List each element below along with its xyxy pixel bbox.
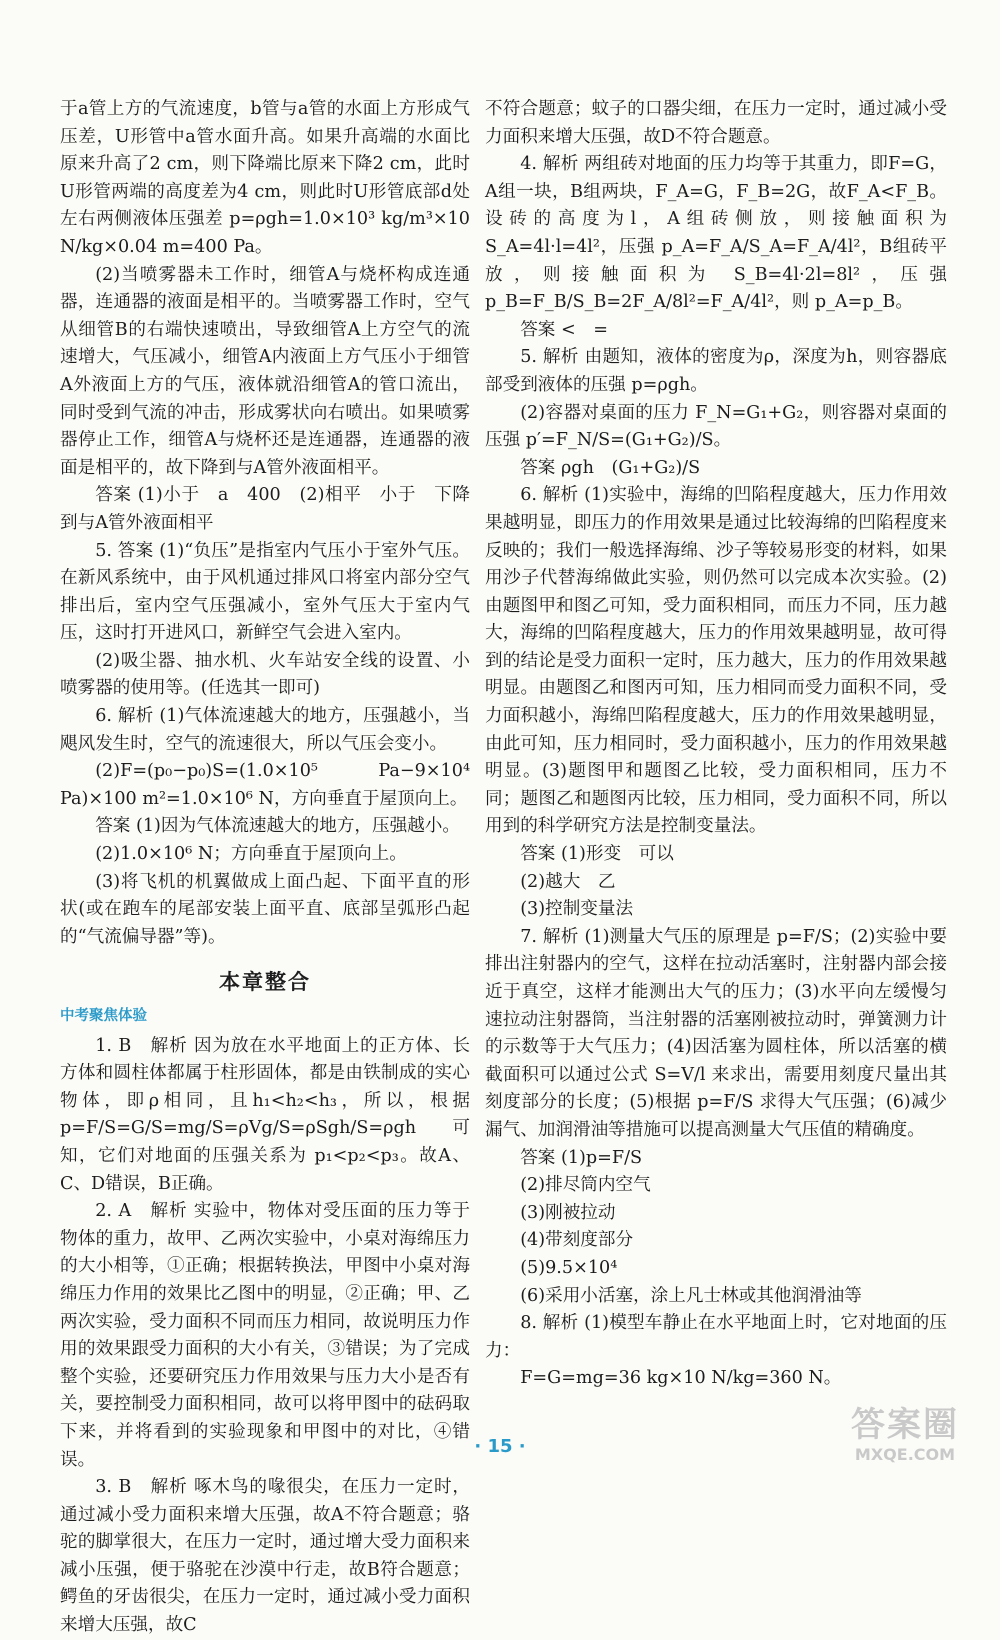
answer-line: (4)带刻度部分 <box>520 1230 634 1251</box>
watermark-text: 答案圈 <box>851 1405 959 1445</box>
question-3: 3. B 解析 啄木鸟的喙很尖，在压力一定时，通过减小受力面积来增大压强，故A不符合题意；骆驼的脚掌很大，在压力一定时，通过增大受力面积来减小压强，便于骆驼在沙漠中行走，故B符合题意；鳄鱼的牙齿很尖，在压力一定时，通过减小受力面积来增大压强，故C <box>60 1477 470 1636</box>
answer-line: 答案 (1)p=F/S <box>520 1147 643 1168</box>
page-number: · 15 · <box>474 1436 526 1457</box>
answer-line: (2)1.0×10⁶ N；方向垂直于屋顶向上。 <box>95 844 407 865</box>
question-1: 1. B 解析 因为放在水平地面上的正方体、长方体和圆柱体都属于柱形固体，都是由铁制成的实心物体，即ρ相同，且h₁<h₂<h₃，所以，根据 p=F/S=G/S=mg/S=ρVg/S=ρSgh/S=ρgh 可知，它们对地面的压强关系为 p₁<p₂<p₃。故A、C、D错误，B正确。 <box>60 1035 470 1194</box>
paragraph: (2)F=(p₀−p₀)S=(1.0×10⁵ Pa−9×10⁴ Pa)×100 m²=1.0×10⁶ N，方向垂直于屋顶向上。 <box>60 761 470 809</box>
answer-line: 答案 (1)因为气体流速越大的地方，压强越小。 <box>95 816 460 837</box>
paragraph: (2)吸尘器、抽水机、火车站安全线的设置、小喷雾器的使用等。(任选其一即可) <box>60 650 470 699</box>
watermark-url: MXQE.COM <box>854 1445 956 1464</box>
question-6: 6. 解析 (1)实验中，海绵的凹陷程度越大，压力作用效果越明显，即压力的作用效果是通过比较海绵的凹陷程度来反映的；我们一般选择海绵、沙子等较易形变的材料，如果用沙子代替海绵做此实验，则仍然可以完成本次实验。(2)由题图甲和图乙可知，受力面积相同，而压力不同，压力越大，海绵的凹陷程度越大，压力的作用效果越明显，故可得到的结论是受力面积一定时，压力越大，压力的作用效果越明显。由题图乙和图丙可知，压力相同而受力面积不同，受力面积越小，海绵凹陷程度越大，压力的作用效果越明显，由此可知，压力相同时，受力面积越小，压力的作用效果越明显。(3)题图甲和题图乙比较，受力面积相同，压力不同；题图乙和题图丙比较，压力相同，受力面积不同，所以用到的科学研究方法是控制变量法。 <box>485 485 947 837</box>
question-5: 5. 答案 (1)“负压”是指室内气压小于室外气压。在新风系统中，由于风机通过排风口将室内部分空气排出后，室内空气压强减小，室外气压大于室内气压，这时打开进风口，新鲜空气会进入室内。 <box>60 540 470 644</box>
right-column <box>485 96 947 1393</box>
left-column <box>60 96 470 1640</box>
answer-line: 答案 < = <box>520 319 609 340</box>
paragraph: (2)当喷雾器未工作时，细管A与烧杯构成连通器，连通器的液面是相平的。当喷雾器工作时，空气从细管B的右端快速喷出，导致细管A上方空气的流速增大，气压减小，细管A内液面上方气压小于细管A外液面上方的气压，液体就沿细管A的管口流出，同时受到气流的冲击，形成雾状向右喷出。如果喷雾器停止工作，细管A与烧杯还是连通器，连通器的液面是相平的，故下降到与A管外液面相平。 <box>60 264 470 478</box>
answer-line: 答案 ρgh (G₁+G₂)/S <box>520 457 701 478</box>
question-8: 8. 解析 (1)模型车静止在水平地面上时，它对地面的压力： <box>485 1313 947 1361</box>
paragraph: (2)容器对桌面的压力 F_N=G₁+G₂，则容器对桌面的压强 p′=F_N/S=(G₁+G₂)/S。 <box>485 402 947 451</box>
answer-line: (2)排尽筒内空气 <box>520 1175 651 1196</box>
question-2: 2. A 解析 实验中，物体对受压面的压力等于物体的重力，故甲、乙两次实验中，小桌对海绵压力的大小相等，①正确；根据转换法，甲图中小桌对海绵压力作用的效果比乙图中的明显，②正确；甲、乙两次实验，受力面积不同而压力相同，故说明压力作用的效果跟受力面积的大小有关，③错误；为了完成整个实验，还要研究压力作用效果与压力大小是否有关，要控制受力面积相同，故可以将甲图中的砝码取下来，并将看到的实验现象和甲图中的对比，④错误。 <box>60 1201 470 1470</box>
answer-line: 答案 (1)形变 可以 <box>520 844 674 865</box>
answer-line: 答案 (1)小于 a 400 (2)相平 小于 下降到与A管外液面相平 <box>60 485 470 533</box>
answer-line: (3)将飞机的机翼做成上面凸起、下面平直的形状(或在跑车的尾部安装上面平直、底部呈弧形凸起的“气流偏导器”等)。 <box>60 871 470 947</box>
answer-line: (3)刚被拉动 <box>520 1202 616 1223</box>
chapter-heading: 本章整合 <box>219 970 311 995</box>
section-label: 中考聚焦体验 <box>60 1008 147 1024</box>
answer-line: (5)9.5×10⁴ <box>520 1257 618 1278</box>
watermark-logo <box>820 1405 990 1475</box>
question-6: 6. 解析 (1)气体流速越大的地方，压强越小，当飓风发生时，空气的流速很大，所以气压会变小。 <box>60 706 470 754</box>
question-4: 4. 解析 两组砖对地面的压力均等于其重力，即F=G，A组一块，B组两块，F_A=G，F_B=2G，故F_A<F_B。设砖的高度为l，A组砖侧放，则接触面积为 S_A=4l·l=4l²，压强 p_A=F_A/S_A=F_A/4l²，B组砖平放，则接触面积为 S_B=4l·2l=8l²，压强 p_B=F_B/S_B=2F_A/8l²=F_A/4l²，则 p_A=p_B。 <box>485 154 947 313</box>
question-7: 7. 解析 (1)测量大气压的原理是 p=F/S；(2)实验中要排出注射器内的空气，这样在拉动活塞时，注射器内部会接近于真空，这样才能测出大气的压力；(3)水平向左缓慢匀速拉动注射器筒，当注射器的活塞刚被拉动时，弹簧测力计的示数等于大气压力；(4)因活塞为圆柱体，所以活塞的横截面积可以通过公式 S=V/l 来求出，需要用刻度尺量出其刻度部分的长度；(5)根据 p=F/S 求得大气压强；(6)减少漏气、加润滑油等措施可以提高测量大气压值的精确度。 <box>485 926 947 1140</box>
paragraph: 于a管上方的气流速度，b管与a管的水面上方形成气压差，U形管中a管水面升高。如果升高端的水面比原来升高了2 cm，则下降端比原来下降2 cm，此时U形管两端的高度差为4 cm，则此时U形管底部d处左右两侧液体压强差 p=ρgh=1.0×10³ kg/m³×10 N/kg×0.04 m=400 Pa。 <box>60 99 470 257</box>
formula-line: F=G=mg=36 kg×10 N/kg=360 N。 <box>520 1368 842 1389</box>
answer-line: (3)控制变量法 <box>520 899 634 920</box>
paragraph: 不符合题意；蚊子的口器尖细，在压力一定时，通过减小受力面积来增大压强，故D不符合题意。 <box>485 99 947 147</box>
question-5: 5. 解析 由题知，液体的密度为ρ，深度为h，则容器底部受到液体的压强 p=ρgh。 <box>485 347 947 395</box>
answer-line: (6)采用小活塞，涂上凡士林或其他润滑油等 <box>520 1285 862 1306</box>
answer-line: (2)越大 乙 <box>520 871 616 892</box>
